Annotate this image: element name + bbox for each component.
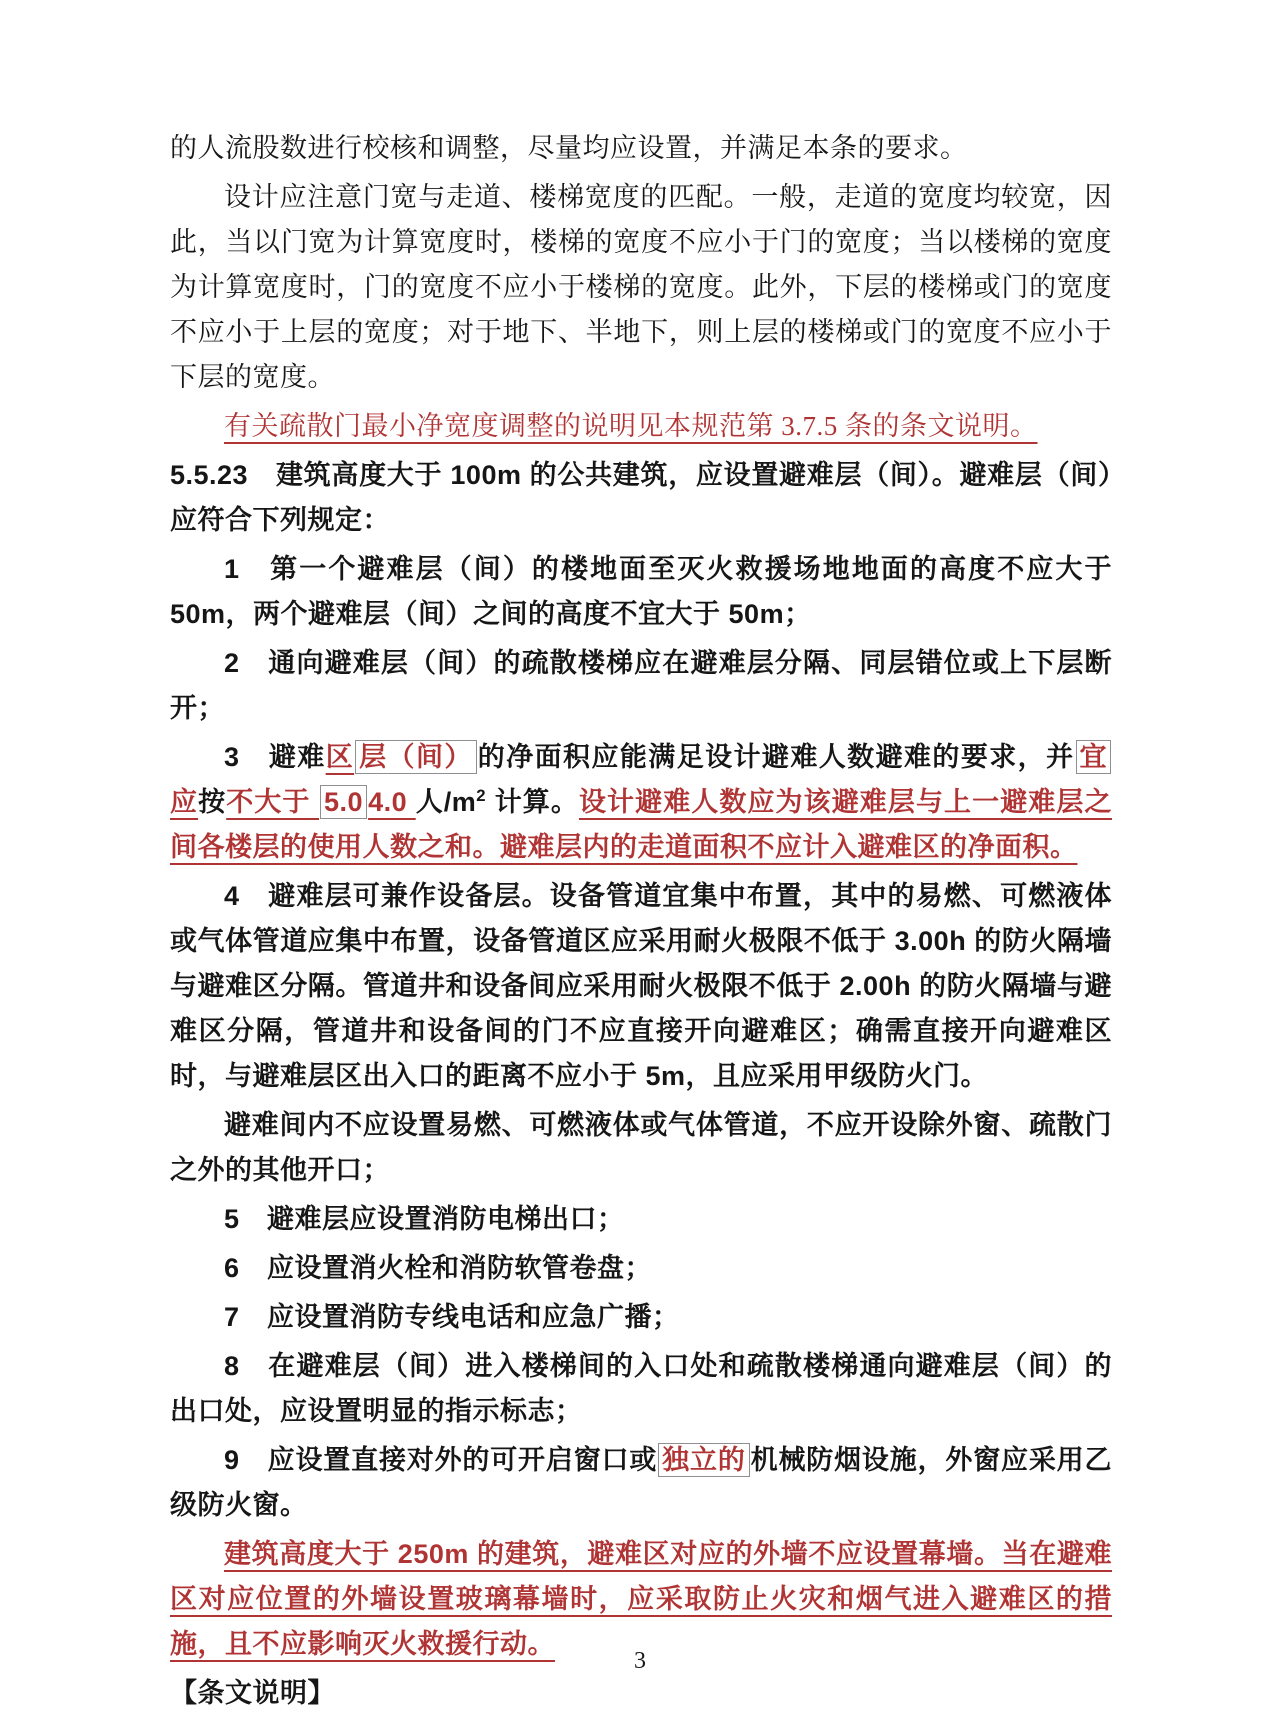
inserted-text: 应 bbox=[170, 787, 199, 817]
clause-item-1 bbox=[170, 547, 1112, 637]
clause-item-9 bbox=[170, 1438, 1112, 1528]
inserted-text: 有关疏散门最小净宽度调整的说明见本规范第 3.7.5 条的条文说明。 bbox=[224, 411, 1038, 441]
text-run: 人/m bbox=[415, 787, 477, 817]
text-run: 【条文说明】 bbox=[170, 1678, 335, 1708]
inserted-text: 4.0 bbox=[368, 787, 416, 817]
deleted-text-box: 独立的 bbox=[658, 1443, 749, 1477]
text-run: 3 避难 bbox=[224, 742, 326, 772]
clause-item-8 bbox=[170, 1344, 1112, 1434]
deleted-text-box: 5.0 bbox=[320, 785, 367, 819]
superscript-text: 2 bbox=[476, 786, 487, 805]
paragraph-flow-check bbox=[170, 126, 1112, 171]
text-run: 4 避难层可兼作设备层。设备管道宜集中布置，其中的易燃、可燃液体或气体管道应集中布置，设备管道区应采用耐火极限不低于 3.00h 的防火隔墙与避难区分隔。管道井和设备间应采用耐火极限不低于 2.00h 的防火隔墙与避难区分隔，管道井和设备间的门不应直接开向避难区；确需直接开向避难区时，与避难层区出入口的距离不应小于 5m，且应采用甲级防火门。 bbox=[170, 881, 1112, 1091]
paragraph-explanation-label bbox=[170, 1671, 1112, 1711]
clause-5-5-23 bbox=[170, 453, 1112, 543]
page-number: 3 bbox=[634, 1648, 646, 1674]
paragraph-door-width bbox=[170, 175, 1112, 400]
text-run: 5 避难层应设置消防电梯出口； bbox=[224, 1204, 625, 1234]
text-run: 6 应设置消火栓和消防软管卷盘； bbox=[224, 1253, 653, 1283]
text-run: 1 第一个避难层（间）的楼地面至灭火救援场地地面的高度不应大于 50m，两个避难层（间）之间的高度不宜大于 50m； bbox=[170, 554, 1112, 629]
inserted-text: 区 bbox=[325, 742, 355, 772]
paragraph-refuge-room bbox=[170, 1103, 1112, 1193]
clause-item-3 bbox=[170, 735, 1112, 870]
paragraph-inserted-note bbox=[170, 404, 1112, 449]
text-run: 设计应注意门宽与走道、楼梯宽度的匹配。一般，走道的宽度均较宽，因此，当以门宽为计算宽度时，楼梯的宽度不应小于门的宽度；当以楼梯的宽度为计算宽度时，门的宽度不应小于楼梯的宽度。此外，下层的楼梯或门的宽度不应小于上层的宽度；对于地下、半地下，则上层的楼梯或门的宽度不应小于下层的宽度。 bbox=[170, 182, 1112, 392]
text-run: 计算。 bbox=[486, 787, 579, 817]
clause-item-4 bbox=[170, 874, 1112, 1099]
page-footer bbox=[0, 1648, 1280, 1675]
clause-item-5 bbox=[170, 1197, 1112, 1242]
text-run: 的人流股数进行校核和调整，尽量均应设置，并满足本条的要求。 bbox=[170, 133, 968, 163]
clause-item-6 bbox=[170, 1246, 1112, 1291]
document-body bbox=[170, 126, 1112, 1711]
clause-item-7 bbox=[170, 1295, 1112, 1340]
text-run: 2 通向避难层（间）的疏散楼梯应在避难层分隔、同层错位或上下层断开； bbox=[170, 648, 1112, 723]
text-run: 避难间内不应设置易燃、可燃液体或气体管道，不应开设除外窗、疏散门之外的其他开口； bbox=[170, 1110, 1112, 1185]
deleted-text-box: 宜 bbox=[1076, 740, 1112, 774]
inserted-text: 建筑高度大于 250m 的建筑，避难区对应的外墙不应设置幕墙。当在避难区对应位置的外墙设置玻璃幕墙时，应采取防止火灾和烟气进入避难区的措施，且不应影响灭火救援行动。 bbox=[170, 1539, 1112, 1659]
inserted-text: 设计避难人数应为该避难层与上一避难层之间各楼层的使用人数之和。避难层内的走道面积不应计入避难区的净面积。 bbox=[170, 787, 1112, 862]
text-run: 按 bbox=[198, 787, 227, 817]
text-run: 的净面积应能满足设计避难人数避难的要求，并 bbox=[477, 742, 1075, 772]
inserted-text: 不大于 bbox=[226, 787, 320, 817]
text-run: 9 应设置直接对外的可开启窗口或 bbox=[224, 1445, 658, 1475]
clause-item-2 bbox=[170, 641, 1112, 731]
text-run: 8 在避难层（间）进入楼梯间的入口处和疏散楼梯通向避难层（间）的出口处，应设置明显的指示标志； bbox=[170, 1351, 1112, 1426]
paragraph-inserted-250m bbox=[170, 1532, 1112, 1667]
text-run: 7 应设置消防专线电话和应急广播； bbox=[224, 1302, 680, 1332]
text-run: 5.5.23 建筑高度大于 100m 的公共建筑，应设置避难层（间）。避难层（间）应符合下列规定： bbox=[170, 460, 1112, 535]
deleted-text-box: 层（间） bbox=[355, 740, 477, 774]
text-run: 机械防烟设施，外窗应采用乙级防火窗。 bbox=[170, 1445, 1113, 1520]
